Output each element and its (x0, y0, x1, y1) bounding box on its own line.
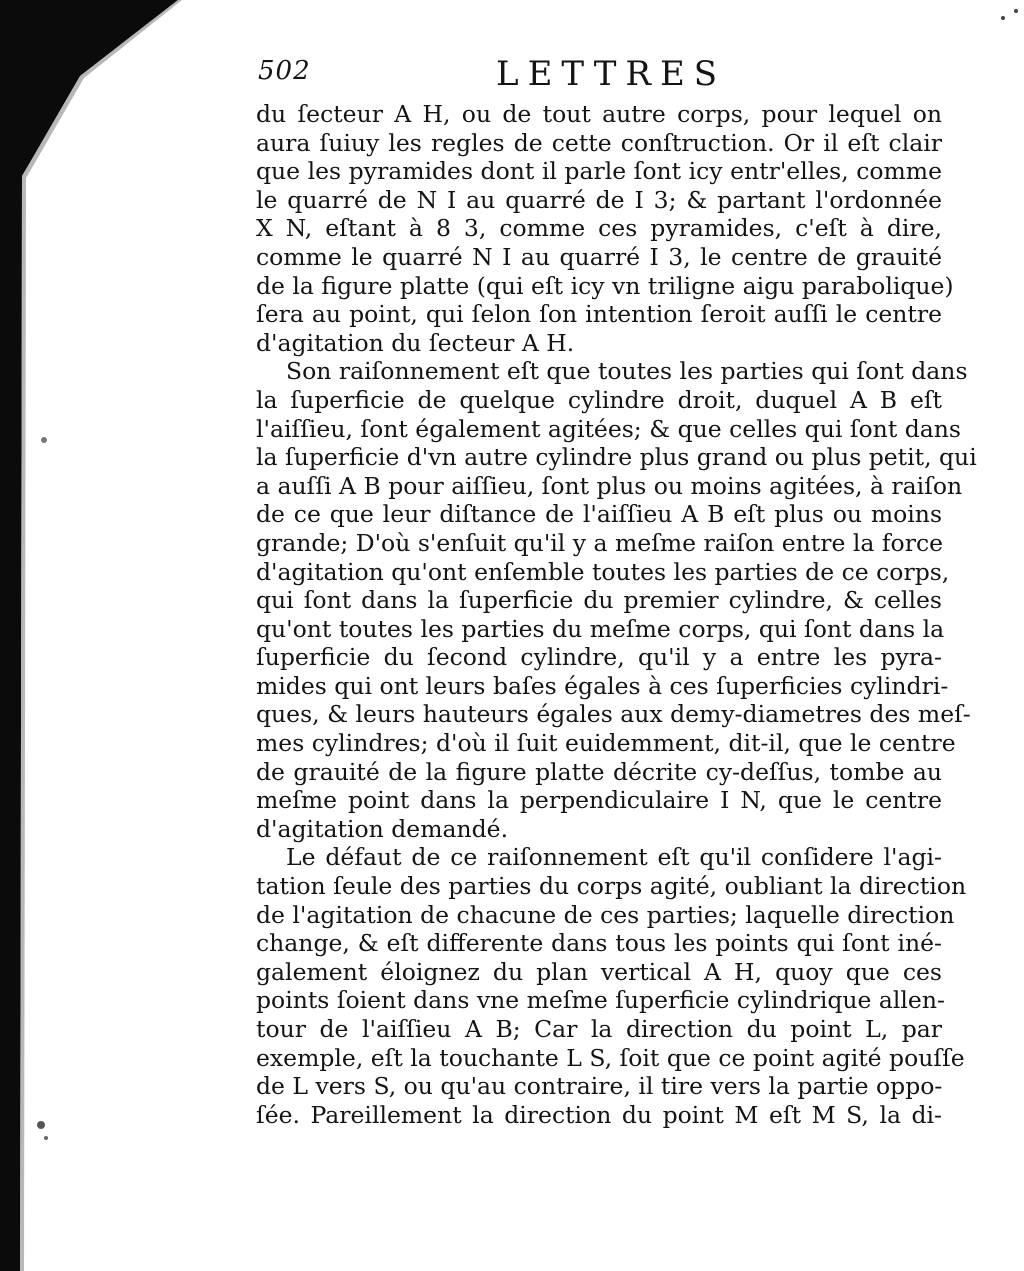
text-line: comme le quarré N I au quarré I 3, le centre de grauité (256, 242, 942, 271)
text-line: de l'agitation de chacune de ces parties; laquelle direction (256, 900, 955, 929)
body-text (256, 100, 977, 1129)
text-line: ques, & leurs hauteurs égales aux demy-diametres des meſ- (256, 700, 971, 729)
text-line: ſée. Pareillement la direction du point M eſt M S, la di- (256, 1100, 942, 1129)
text-line: galement éloignez du plan vertical A H, quoy que ces (256, 957, 942, 986)
text-line: qu'ont toutes les parties du meſme corps, qui ſont dans la (256, 614, 945, 643)
text-line: l'aiſſieu, ſont également agitées; & que celles qui ſont dans (256, 414, 961, 443)
scan-speck (41, 437, 47, 443)
paragraph (256, 100, 954, 357)
text-line: qui ſont dans la ſuperficie du premier cylindre, & celles (256, 586, 942, 615)
scan-speck (37, 1121, 45, 1129)
scan-speck (1014, 9, 1018, 13)
text-line: la ſuperficie de quelque cylindre droit, duquel A B eſt (256, 385, 942, 414)
text-line: meſme point dans la perpendiculaire I N, que le centre (256, 786, 942, 815)
text-line: grande; D'où s'enſuit qu'il y a meſme raiſon entre la force (256, 528, 944, 557)
text-line: de la figure platte (qui eſt icy vn triligne aigu parabolique) (256, 271, 954, 300)
text-line: Le défaut de ce raiſonnement eſt qu'il conſidere l'agi- (286, 843, 942, 872)
text-line: d'agitation du ſecteur A H. (256, 328, 575, 357)
page-header (258, 56, 948, 96)
text-line: d'agitation qu'ont enſemble toutes les parties de ce corps, (256, 557, 950, 586)
text-line: X N, eſtant à 8 3, comme ces pyramides, c'eſt à dire, (256, 214, 942, 243)
text-line: d'agitation demandé. (256, 814, 509, 843)
page-number: 502 (258, 56, 311, 86)
text-line: a auſſi A B pour aiſſieu, ſont plus ou moins agitées, à raiſon (256, 471, 963, 500)
text-line: Son raiſonnement eſt que toutes les parties qui ſont dans (286, 357, 968, 386)
text-line: ſera au point, qui ſelon ſon intention ſeroit auſſi le centre (256, 300, 942, 329)
text-line: de grauité de la figure platte décrite cy-deſſus, tombe au (256, 757, 942, 786)
text-line: le quarré de N I au quarré de I 3; & partant l'ordonnée (256, 185, 942, 214)
text-line: mes cylindres; d'où il ſuit euidemment, dit-il, que le centre (256, 729, 956, 758)
running-title: LETTRES (496, 54, 727, 94)
text-line: de L vers S, ou qu'au contraire, il tire vers la partie oppo- (256, 1072, 943, 1101)
text-line: tour de l'aiſſieu A B; Car la direction du point L, par (256, 1015, 942, 1043)
scan-speck (1001, 16, 1005, 20)
text-line: aura ſuiuy les regles de cette conſtruction. Or il eſt clair (256, 128, 942, 157)
text-line: tation ſeule des parties du corps agité, oubliant la direction (256, 872, 967, 901)
paragraph (256, 843, 967, 1129)
text-line: de ce que leur diſtance de l'aiſſieu A B eſt plus ou moins (256, 500, 942, 529)
text-line: la ſuperficie d'vn autre cylindre plus grand ou plus petit, qui (256, 443, 977, 472)
text-line: du ſecteur A H, ou de tout autre corps, pour lequel on (256, 100, 942, 128)
text-line: que les pyramides dont il parle ſont icy entr'elles, comme (256, 157, 942, 186)
scan-speck (44, 1136, 48, 1140)
text-line: points ſoient dans vne meſme ſuperficie cylindrique allen- (256, 986, 945, 1015)
text-line: ſuperficie du ſecond cylindre, qu'il y a entre les pyra- (256, 643, 942, 672)
text-line: mides qui ont leurs baſes égales à ces ſuperficies cylindri- (256, 671, 949, 700)
text-line: exemple, eſt la touchante L S, ſoit que ce point agité pouſſe (256, 1043, 965, 1072)
text-line: change, & eſt differente dans tous les points qui ſont iné- (256, 929, 942, 958)
paragraph (256, 357, 977, 843)
scan-edge-gradient (20, 0, 182, 1271)
scan-dark-edge (0, 0, 178, 1271)
